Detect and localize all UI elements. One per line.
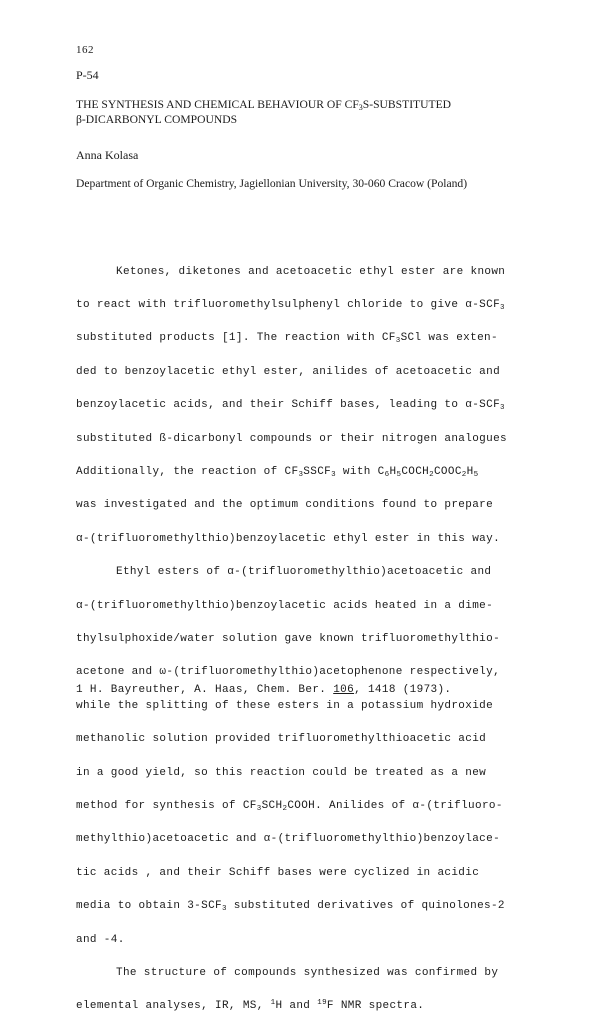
abstract-line: while the splitting of these esters in a potassium hydroxide	[76, 699, 494, 712]
abstract-line: was investigated and the optimum conditions found to prepare	[76, 499, 494, 512]
abstract-line: ded to benzoylacetic ethyl ester, anilides of acetoacetic and	[76, 365, 501, 378]
abstract-line: thylsulphoxide/water solution gave known trifluoromethylthio-	[76, 633, 501, 645]
abstract-line: media to obtain $3-SCF_3$ substituted derivatives of quinolones-2	[76, 900, 505, 914]
abstract-line: and -4.	[76, 933, 125, 946]
author-affiliation: Department of Organic Chemistry, Jagiellonian University, 30-060 Cracow (Poland)	[76, 177, 468, 190]
author-name: Anna Kolasa	[76, 148, 139, 162]
abstract-line: Additionally, the reaction of $CF_3SSCF_3$ with $C_6H_5COCH_2COOC_2H_5$	[76, 466, 479, 480]
reference-item: 1 H. Bayreuther, A. Haas, Chem. Ber. 106, 1418 (1973).	[76, 684, 452, 696]
abstract-line: α-(trifluoromethylthio)benzoylacetic acids heated in a dime-	[76, 599, 494, 612]
abstract-line: methanolic solution provided trifluoromethylthioacetic acid	[76, 733, 487, 746]
abstract-line: acetone and ω-(trifluoromethylthio)acetophenone respectively,	[76, 666, 501, 679]
title-line-1: THE SYNTHESIS AND CHEMICAL BEHAVIOUR OF $CF_3S$-SUBSTITUTED	[76, 98, 452, 112]
abstract-line: methylthio)acetoacetic and α-(trifluoromethylthio)benzoylace-	[76, 833, 501, 846]
abstract-line: to react with trifluoromethylsulphenyl chloride to give $\alpha-SCF_3$	[76, 299, 505, 313]
abstract-line: elemental analyses, IR, MS, $^1$H and $^{19}$F NMR spectra.	[76, 999, 425, 1013]
abstract-line: in a good yield, so this reaction could be treated as a new	[76, 766, 487, 779]
abstract-line: Ketones, diketones and acetoacetic ethyl ester are known	[116, 265, 506, 278]
paper-title	[76, 98, 546, 127]
abstract-line: substituted ß-dicarbonyl compounds or their nitrogen analogues	[76, 432, 507, 445]
page-number: 162	[76, 44, 94, 56]
abstract-line: method for synthesis of $CF_3SCH_2COOH$. Anilides of α-(trifluoro-	[76, 799, 503, 813]
abstract-line: Ethyl esters of α-(trifluoromethylthio)acetoacetic and	[116, 566, 492, 579]
abstract-line: The structure of compounds synthesized was confirmed by	[116, 966, 499, 979]
paper-code: P-54	[76, 68, 99, 82]
abstract-line: tic acids , and their Schiff bases were cyclized in acidic	[76, 866, 480, 879]
reference-volume: 106	[333, 684, 355, 696]
abstract-line: substituted products [1]. The reaction with $CF_3SCl$ was exten-	[76, 332, 498, 346]
abstract-line: α-(trifluoromethylthio)benzoylacetic ethyl ester in this way.	[76, 532, 501, 545]
title-line-2: β-DICARBONYL COMPOUNDS	[76, 112, 238, 126]
abstract-body	[76, 247, 556, 1032]
abstract-line: benzoylacetic acids, and their Schiff bases, leading to $\alpha-SCF_3$	[76, 399, 505, 413]
